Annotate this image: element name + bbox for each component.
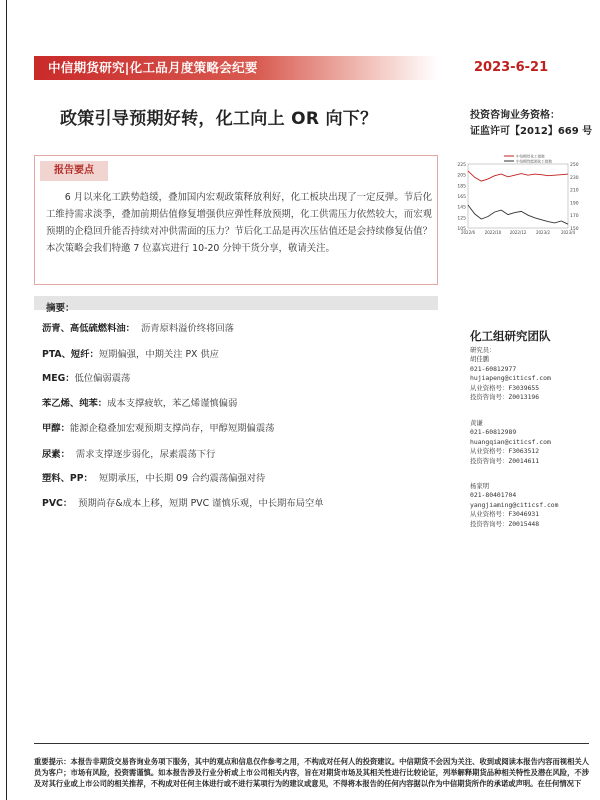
abstract-item <box>42 370 130 384</box>
abstract-item-label: 塑料、PP： <box>42 473 93 484</box>
legend-label: 中信期货化工指数 <box>516 154 545 159</box>
left-axis-tick-label: 225 <box>457 163 466 168</box>
qualification-line-1: 投资咨询业务资格： <box>470 110 560 121</box>
page-left-rule <box>6 0 7 800</box>
abstract-item-text: 预期尚存&成本上移，短期 PVC 谨慎乐观，中长期布局空单 <box>78 498 324 509</box>
team-member <box>470 419 551 466</box>
summary-tag: 报告要点 <box>40 161 108 181</box>
right-axis-tick-label: 210 <box>570 188 579 194</box>
member-license: 从业资格号：F3039655 <box>470 383 540 392</box>
abstract-item-text: 需求支撑逐步弱化，尿素震荡下行 <box>75 449 216 460</box>
abstract-item-text: 成本支撑疲软，苯乙烯谨慎偏弱 <box>107 398 238 409</box>
qualification-block <box>470 108 592 140</box>
abstract-item <box>42 346 219 360</box>
member-license: 从业资格号：F3063512 <box>470 447 540 456</box>
header-banner-text: 中信期货研究|化工品月度策略会纪要 <box>48 60 258 75</box>
header-banner <box>34 56 438 80</box>
left-axis-tick-label: 125 <box>457 216 466 222</box>
member-email: huangqian@citicsf.com <box>470 437 551 446</box>
abstract-item-text: 低位偏弱震荡 <box>74 373 131 384</box>
member-advisory: 投资咨询号：Z0015448 <box>470 519 540 528</box>
member-email: hujiapeng@citicsf.com <box>470 374 551 383</box>
summary-text: 6 月以来化工跌势趋缓，叠加国内宏观政策释放利好，化工板块出现了一定反弹。节后化工维持需求淡季，叠加前期估值修复增强供应弹性释放预期，化工供需压力依然较大，而宏观预期的企稳回升能否持续对冲供需面的压力？节后化工品是再次压估值还是会持续修复估值？本次策略会我们特邀 7 位嘉宾进行 10-20 分钟干货分享，敬请关注。 <box>46 192 432 254</box>
abstract-item-text: 短期承压，中长期 09 合约震荡偏强对待 <box>98 473 266 484</box>
abstract-item <box>42 420 274 434</box>
series-line <box>468 205 568 224</box>
page-title: 政策引导预期好转，化工向上 OR 向下？ <box>60 109 378 129</box>
abstract-item-label: 尿素： <box>42 449 70 460</box>
x-axis-tick-label: 2023/2 <box>535 230 551 235</box>
member-phone: 021-60812977 <box>470 364 517 373</box>
left-axis-tick-label: 165 <box>457 195 466 200</box>
report-date: 2023-6-21 <box>474 60 549 75</box>
left-axis-tick-label: 105 <box>457 227 466 232</box>
member-advisory: 投资咨询号：Z0013196 <box>470 393 540 402</box>
abstract-heading-bar <box>34 296 438 314</box>
abstract-item-text: 能源企稳叠加宏观预期支撑尚存，甲醇短期偏震荡 <box>69 423 275 434</box>
right-axis-tick-label: 230 <box>570 175 579 181</box>
disclaimer-text: 重要提示：本报告非期货交易咨询业务项下服务，其中的观点和信息仅作参考之用，不构成对任何人的投资建议。中信期货不会因为关注、收到或阅读本报告内容而视相关人员为客户；市场有风险，投资需谨慎。如本报告涉及行业分析或上市公司相关内容，旨在对期货市场及其相关性进行比较论证，列举解释期货品种相关特性及潜在风险，不涉及对其行业或上市公司的相关推荐，不构成对任何主体进行或不进行某项行为的建议或意见，不得将本报告的任何内容据以作为中信期货所作的承诺或声明。在任何情况下 <box>34 757 589 789</box>
footer-divider <box>34 743 589 744</box>
abstract-item-label: PVC： <box>42 498 73 509</box>
abstract-item <box>42 470 265 484</box>
member-name: 黄谦 <box>470 419 483 427</box>
left-axis-tick-label: 145 <box>457 205 466 211</box>
series-line <box>468 171 568 181</box>
member-email: yangjiaming@citicsf.com <box>470 500 559 509</box>
team-member <box>470 346 551 402</box>
member-phone: 021-60812989 <box>470 428 517 437</box>
member-role: 研究员： <box>470 346 496 354</box>
x-axis-tick-label: 2022/10 <box>484 230 502 235</box>
abstract-item-label: 沥青、高低硫燃料油： <box>42 323 135 334</box>
member-name: 胡佳鹏 <box>470 355 490 364</box>
abstract-heading: 摘要： <box>46 303 75 314</box>
abstract-item-label: PTA、短纤： <box>42 349 99 360</box>
left-axis-tick-label: 205 <box>457 173 466 179</box>
member-name: 杨家明 <box>470 482 490 490</box>
abstract-item-label: 苯乙烯、纯苯： <box>42 398 108 409</box>
x-axis-tick-label: 2022/6 <box>460 230 476 235</box>
abstract-item-text: 短期偏强，中期关注 PX 供应 <box>98 349 219 360</box>
abstract-item <box>42 495 324 509</box>
member-phone: 021-80401704 <box>470 491 517 500</box>
index-line-chart <box>450 152 586 242</box>
abstract-item <box>42 446 215 460</box>
qualification-line-2: 证监许可【2012】669 号 <box>470 126 593 137</box>
right-axis-tick-label: 150 <box>570 227 579 232</box>
team-member <box>470 482 559 529</box>
team-title: 化工组研究团队 <box>470 329 551 343</box>
x-axis-tick-label: 2022/12 <box>509 230 527 235</box>
abstract-item <box>42 320 234 334</box>
right-axis-tick-label: 170 <box>570 214 579 220</box>
abstract-item-text: 沥青原料溢价终将回落 <box>140 323 234 334</box>
left-axis-tick-label: 185 <box>457 184 466 190</box>
member-advisory: 投资咨询号：Z0014611 <box>470 456 540 465</box>
legend-label: 中信期货能源化工指数 <box>516 159 552 164</box>
x-axis-tick-label: 2023/4 <box>560 230 576 235</box>
abstract-item <box>42 395 237 409</box>
right-axis-tick-label: 250 <box>570 163 579 168</box>
abstract-item-label: MEG： <box>42 373 75 384</box>
abstract-item-label: 甲醇： <box>42 423 70 434</box>
member-license: 从业资格号：F3046931 <box>470 510 540 519</box>
right-axis-tick-label: 190 <box>570 201 579 207</box>
